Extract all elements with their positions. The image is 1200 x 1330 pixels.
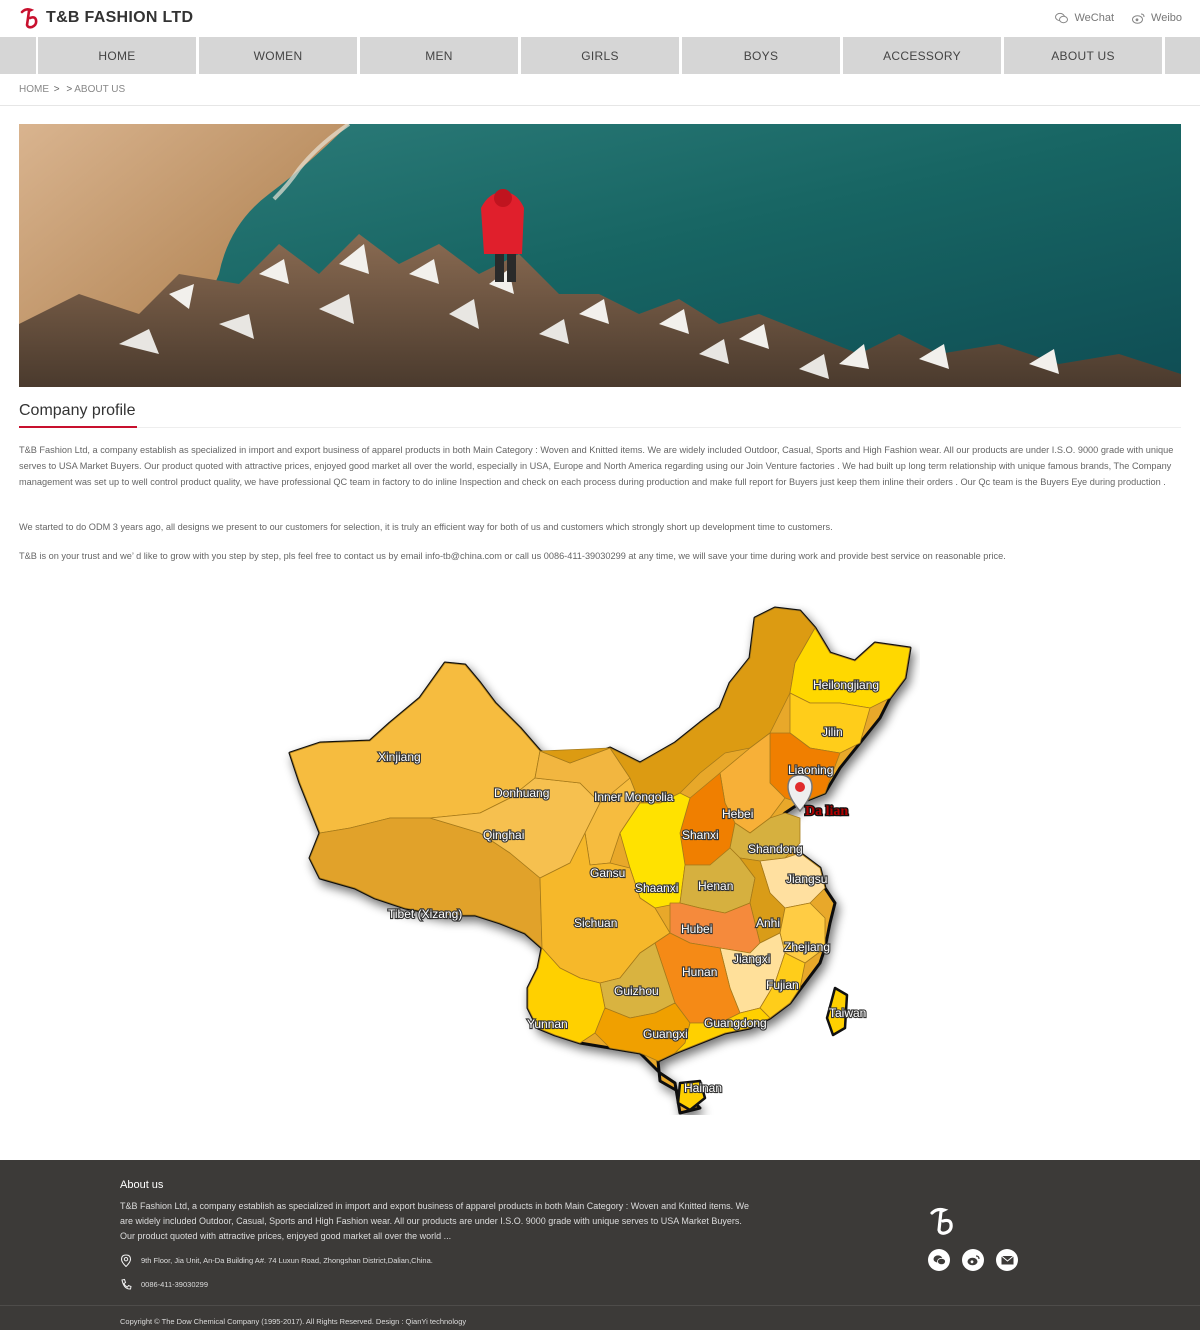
site-footer	[0, 1160, 1200, 1330]
nav-item-men[interactable]: MEN	[360, 37, 518, 74]
footer-social-links	[928, 1249, 1018, 1271]
breadcrumb-separator: >	[53, 84, 60, 95]
footer-title: About us	[120, 1179, 164, 1191]
mail-icon	[1001, 1254, 1014, 1266]
map-label: Fujian	[766, 978, 799, 992]
profile-paragraph: T&B Fashion Ltd, a company establish as specialized in import and export business of apparel products in both Main Category : Woven and Knitted items. We are widely included Outdoor, Casual, Sports and High Fashion wear. All our products are under I.S.O. 9000 grade with unique serves to USA Market Buyers. Our product quoted with attractive prices, enjoyed good market all over the world, especially in USA, Europe and North America regarding using our Join Venture factories . We had built up long term relationship with unique famous brands, The Company management was set up to well control product quality, we have professional QC team in factory to do inline Inspection and check on each process during production and make full report for Buyers just keep them inline their orders . Our Qc team is the Buyers Eye during production .	[19, 445, 1174, 487]
footer-phone-text[interactable]: 0086-411-39030299	[141, 1280, 209, 1289]
map-label: Guangxi	[643, 1027, 688, 1041]
brand-logo[interactable]	[20, 7, 193, 29]
footer-weibo-button[interactable]	[962, 1249, 984, 1271]
footer-email-button[interactable]	[996, 1249, 1018, 1271]
nav-item-women[interactable]: WOMEN	[199, 37, 357, 74]
nav-item-about-us[interactable]: ABOUT US	[1004, 37, 1162, 74]
nav-item-home[interactable]: HOME	[38, 37, 196, 74]
breadcrumb-separator: >	[66, 84, 73, 95]
footer-wechat-button[interactable]	[928, 1249, 950, 1271]
map-label: Anhi	[756, 916, 781, 930]
map-label: Donhuang	[494, 786, 550, 800]
weibo-link[interactable]	[1132, 12, 1182, 24]
breadcrumb-home[interactable]: HOME	[19, 84, 49, 95]
footer-copyright: Copyright © The Dow Chemical Company (1995-2017). All Rights Reserved. Design : QianYi technology	[120, 1317, 467, 1326]
map-label: Hunan	[682, 965, 718, 979]
nav-item-accessory[interactable]: ACCESSORY	[843, 37, 1001, 74]
hero-banner-image	[19, 124, 1181, 387]
map-label: Hebei	[722, 807, 754, 821]
phone-icon	[120, 1278, 132, 1291]
breadcrumb	[19, 84, 125, 95]
map-label: Guizhou	[614, 984, 659, 998]
top-bar	[0, 0, 1200, 37]
breadcrumb-current: ABOUT US	[74, 84, 126, 95]
header-social-links	[1055, 12, 1182, 24]
section-title-underline	[19, 426, 137, 428]
nav-edge-left	[0, 37, 36, 74]
map-label: Taiwan	[829, 1006, 867, 1020]
map-label: Shanxi	[682, 828, 719, 842]
nav-item-boys[interactable]: BOYS	[682, 37, 840, 74]
main-nav	[0, 37, 1200, 75]
map-label: Jiangsu	[786, 872, 828, 886]
map-city-label: Da lian	[805, 804, 849, 819]
map-label: Yunnan	[527, 1017, 568, 1031]
map-label: Heilongjiang	[813, 678, 880, 692]
wechat-icon	[933, 1254, 946, 1266]
weibo-icon	[967, 1254, 980, 1266]
weibo-label: Weibo	[1151, 12, 1182, 24]
wechat-icon	[1055, 12, 1068, 24]
map-label: Jiangxi	[733, 952, 771, 966]
weibo-icon	[1132, 12, 1145, 24]
map-label: Inner Mongolia	[594, 790, 674, 804]
wechat-link[interactable]	[1055, 12, 1114, 24]
brand-name: T&B FASHION LTD	[46, 9, 194, 26]
section-title: Company profile	[19, 402, 136, 419]
map-label: Qinghai	[483, 828, 525, 842]
footer-about-text: T&B Fashion Ltd, a company establish as specialized in import and export business of apparel products in both Main Category : Woven and Knitted items. We are widely included Outdoor, Casual, Sports and High Fashion wear. All our products are under I.S.O. 9000 grade with unique serves to USA Market Buyers. Our product quoted with attractive prices, enjoyed good market all over the world ...	[120, 1201, 750, 1241]
map-label: Xinjiang	[378, 750, 421, 764]
map-label: Sichuan	[574, 916, 618, 930]
footer-divider	[0, 1305, 1200, 1306]
profile-paragraph: We started to do ODM 3 years ago, all designs we present to our customers for selection, it is truly an efficient way for both of us and customers which strongly short up development time to customers.	[19, 522, 833, 532]
map-label: Gansu	[590, 866, 626, 880]
wechat-label: WeChat	[1074, 12, 1115, 24]
footer-address-text: 9th Floor, Jia Unit, An-Da Building A#. 74 Luxun Road, Zhongshan District,Dalian,China.	[141, 1256, 433, 1265]
map-label: Tibet (Xizang)	[388, 907, 463, 921]
footer-address	[120, 1254, 433, 1267]
map-label: Hainan	[684, 1081, 723, 1095]
section-title-divider	[137, 427, 1181, 428]
brand-mark-icon	[20, 7, 40, 29]
breadcrumb-divider	[0, 105, 1200, 106]
map-label: Shaanxi	[635, 881, 679, 895]
map-label: Guangdong	[704, 1016, 767, 1030]
nav-item-girls[interactable]: GIRLS	[521, 37, 679, 74]
footer-phone	[120, 1278, 208, 1291]
map-label: Shandong	[748, 842, 803, 856]
location-pin-icon	[120, 1254, 132, 1267]
footer-brand-mark-icon	[928, 1206, 958, 1236]
profile-paragraph: T&B is on your trust and we’ d like to grow with you step by step, pls feel free to contact us by email info-tb@china.com or call us 0086-411-39030299 at any time, we will save your time during work and provide best service on reasonable price.	[19, 551, 1006, 561]
map-label: Zhejiang	[784, 940, 831, 954]
nav-edge-right	[1165, 37, 1200, 74]
map-label: Hubei	[681, 922, 713, 936]
map-label: Liaoning	[788, 763, 834, 777]
map-label: Jilin	[822, 725, 843, 739]
map-label: Henan	[698, 879, 734, 893]
china-map	[280, 603, 920, 1115]
